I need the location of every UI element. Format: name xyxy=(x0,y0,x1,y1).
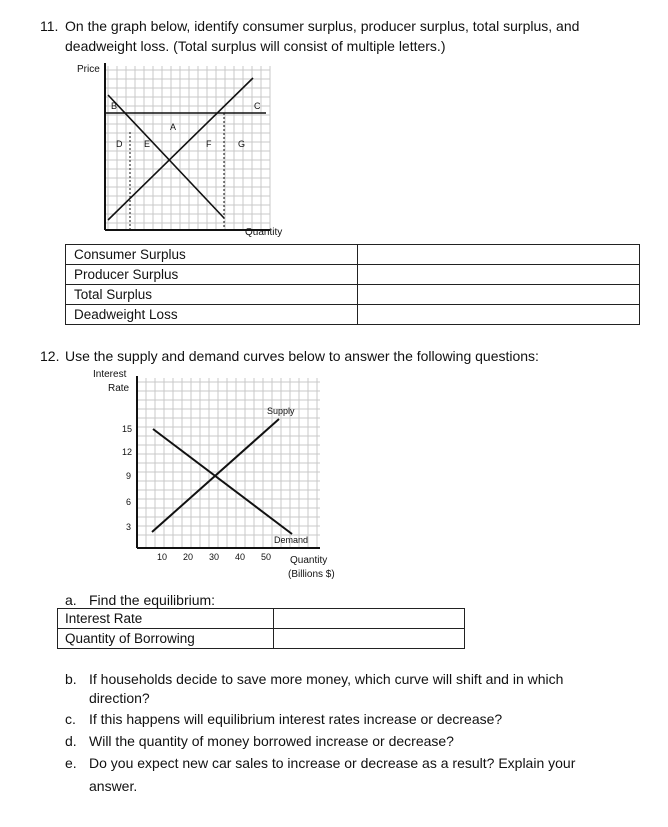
q12-x-tick-20: 20 xyxy=(183,552,194,562)
q11-answer-cell[interactable] xyxy=(358,265,640,285)
q11-region-f: F xyxy=(206,139,212,149)
q11-region-a: A xyxy=(170,122,177,132)
q11-region-b: B xyxy=(111,101,118,111)
q11-number: 11. xyxy=(40,18,59,34)
q12-x-tick-10: 10 xyxy=(157,552,168,562)
q11-answer-cell[interactable] xyxy=(358,285,640,305)
q12-supply-demand-graph xyxy=(130,372,330,552)
table-row xyxy=(66,265,640,285)
q12-part-c-line1: If this happens will equilibrium interest rates increase or decrease? xyxy=(89,711,503,727)
q12-text: Use the supply and demand curves below to answer the following questions: xyxy=(65,348,539,364)
q12-part-b-line2: direction? xyxy=(89,690,150,706)
q11-y-axis-label: Price xyxy=(77,64,100,75)
table-row xyxy=(66,305,640,325)
q12-x-axis-label-2: (Billions $) xyxy=(288,569,335,580)
q11-answer-cell[interactable] xyxy=(358,245,640,265)
q12-part-b-line1: If households decide to save more money, which curve will shift and in which xyxy=(89,671,564,687)
q11-x-axis-label: Quantity xyxy=(245,227,283,238)
q12-part-a-text: Find the equilibrium: xyxy=(89,592,216,608)
q11-row-label: Total Surplus xyxy=(66,285,358,305)
q12-answer-table xyxy=(57,608,465,649)
q11-region-g: G xyxy=(238,139,246,149)
q12-number: 12. xyxy=(40,348,60,364)
q12-part-e-marker: e. xyxy=(65,755,77,771)
q11-text-line1: On the graph below, identify consumer surplus, producer surplus, total surplus, and xyxy=(65,18,580,34)
q12-x-tick-50: 50 xyxy=(261,552,272,562)
q12-y-tick-3: 3 xyxy=(126,522,132,532)
q12-y-tick-6: 6 xyxy=(126,497,132,507)
q12-x-tick-40: 40 xyxy=(235,552,246,562)
q12-part-d-line1: Will the quantity of money borrowed increase or decrease? xyxy=(89,733,454,749)
q12-x-tick-30: 30 xyxy=(209,552,220,562)
q11-surplus-graph xyxy=(98,60,298,245)
table-row xyxy=(66,245,640,265)
q12-y-tick-12: 12 xyxy=(122,447,133,457)
q11-row-label: Producer Surplus xyxy=(66,265,358,285)
q12-demand-label: Demand xyxy=(274,535,309,545)
q12-answer-cell[interactable] xyxy=(274,609,465,629)
q12-part-c-marker: c. xyxy=(65,711,76,727)
q11-row-label: Deadweight Loss xyxy=(66,305,358,325)
q12-y-axis-label-2: Rate xyxy=(108,383,130,394)
q11-region-e: E xyxy=(144,139,151,149)
q11-answer-cell[interactable] xyxy=(358,305,640,325)
q12-row-label: Interest Rate xyxy=(58,609,274,629)
table-row xyxy=(66,285,640,305)
q11-region-c: C xyxy=(254,101,261,111)
q11-region-d: D xyxy=(116,139,123,149)
q12-part-b-marker: b. xyxy=(65,671,77,687)
q11-row-label: Consumer Surplus xyxy=(66,245,358,265)
q12-y-tick-9: 9 xyxy=(126,471,132,481)
q12-part-d-marker: d. xyxy=(65,733,77,749)
q12-x-axis-label-1: Quantity xyxy=(290,555,328,566)
table-row xyxy=(58,609,465,629)
q12-row-label: Quantity of Borrowing xyxy=(58,629,274,649)
q12-y-tick-15: 15 xyxy=(122,424,133,434)
q12-y-axis-label-1: Interest xyxy=(93,369,127,380)
q11-answer-table xyxy=(65,244,640,325)
q12-answer-cell[interactable] xyxy=(274,629,465,649)
q12-part-e-line2: answer. xyxy=(89,778,138,794)
q12-part-a-marker: a. xyxy=(65,592,77,608)
q12-part-e-line1: Do you expect new car sales to increase or decrease as a result? Explain your xyxy=(89,755,576,771)
table-row xyxy=(58,629,465,649)
q11-text-line2: deadweight loss. (Total surplus will consist of multiple letters.) xyxy=(65,38,446,54)
q12-supply-label: Supply xyxy=(267,406,295,416)
